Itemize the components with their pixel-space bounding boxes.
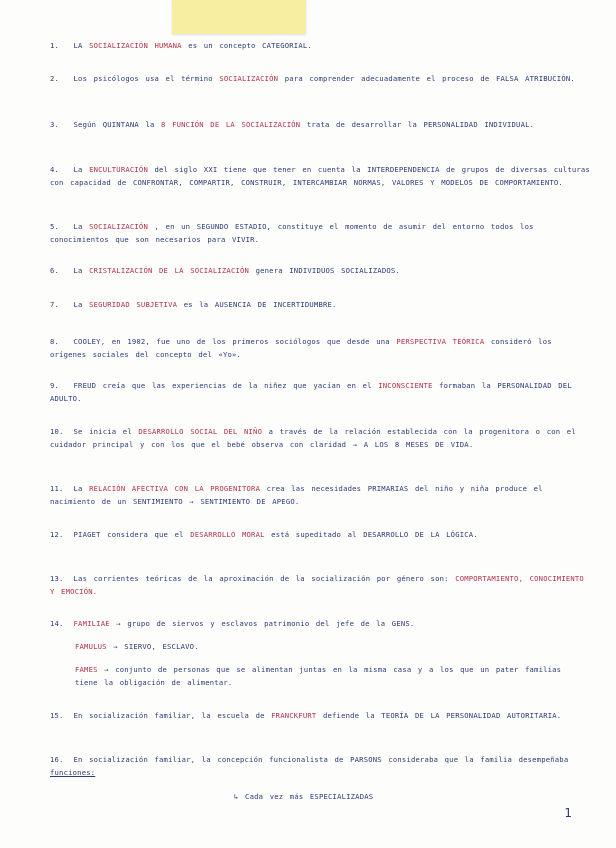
note-item-6: 6. La CRISTALIZACIÓN DE LA SOCIALIZACIÓN genera INDIVIDUOS SOCIALIZADOS. <box>50 266 400 275</box>
note-item-11: 11. La RELACIÓN AFECTIVA CON LA PROGENITORA crea las necesidades PRIMARIAS del niño y niña produce el nacimiento de un SENTIMIENTO → SENTIMIENTO DE APEGO. <box>50 484 543 506</box>
note-item-1: 1. LA SOCIALIZACIÓN HUMANA es un concepto CATEGORIAL. <box>50 41 312 50</box>
note-item-4: 4. La ENCULTURACIÓN del siglo XXI tiene que tener en cuenta la INTERDEPENDENCIA de grupos de diversas culturas con capacidad de CONFRONTAR, COMPARTIR, CONSTRUIR, INTERCAMBIAR NORMAS, VALORES Y MODELOS DE COMPORTAMIENTO. <box>50 165 590 187</box>
note-item-8: 8. COOLEY, en 1902, fue uno de los primeros sociólogos que desde una PERSPECTIVA TEÓRICA consideró los orígenes sociales del concepto del «Yo». <box>50 337 552 359</box>
note-item-15: 15. En socialización familiar, la escuela de FRANCKFURT defiende la TEORÍA DE LA PERSONALIDAD AUTORITARIA. <box>50 711 562 720</box>
note-item-2: 2. Los psicólogos usa el término SOCIALIZACIÓN para comprender adecuadamente el proceso de FALSA ATRIBUCIÓN. <box>50 74 575 83</box>
note-item-12: 12. PIAGET considera que el DESARROLLO MORAL está supeditado al DESARROLLO DE LA LÓGICA. <box>50 530 478 539</box>
note-item-16: 16. En socialización familiar, la concepción funcionalista de PARSONS consideraba que la familia desempeñaba funciones: <box>50 755 569 777</box>
note-famulus: FAMULUS → SIERVO, ESCLAVO. <box>75 642 199 651</box>
page-number: 1 <box>564 806 572 820</box>
note-item-13: 13. Las corrientes teóricas de la aproximación de la socialización por género son: COMPORTAMIENTO, CONOCIMIENTO Y EMOCIÓN. <box>50 574 584 596</box>
note-item-16-sub: ↳ Cada vez más ESPECIALIZADAS <box>234 792 374 801</box>
note-item-14: 14. FAMILIAE → grupo de siervos y esclavos patrimonio del jefe de la GENS. <box>50 619 415 628</box>
note-item-5: 5. La SOCIALIZACIÓN , en un SEGUNDO ESTADIO, constituye el momento de asumir del entorno todos los conocimientos que son necesarios para VIVIR. <box>50 222 534 244</box>
note-item-10: 10. Se inicia el DESARROLLO SOCIAL DEL NIÑO a través de la relación establecida con la progenitora o con el cuidador principal y con los que el bebé observa con claridad → A LOS 8 MESES DE VIDA. <box>50 427 576 449</box>
note-item-7: 7. La SEGURIDAD SUBJETIVA es la AUSENCIA DE INCERTIDUMBRE. <box>50 300 337 309</box>
note-item-9: 9. FREUD creía que las experiencias de la niñez que yacían en el INCONSCIENTE formaban la PERSONALIDAD DEL ADULTO. <box>50 381 572 403</box>
note-item-3: 3. Según QUINTANA la 8 FUNCIÓN DE LA SOCIALIZACIÓN trata de desarrollar la PERSONALIDAD INDIVIDUAL. <box>50 120 535 129</box>
note-fames: FAMES → conjunto de personas que se alimentan juntas en la misma casa y a los que un pater familias tiene la obligación de alimentar. <box>75 665 562 687</box>
